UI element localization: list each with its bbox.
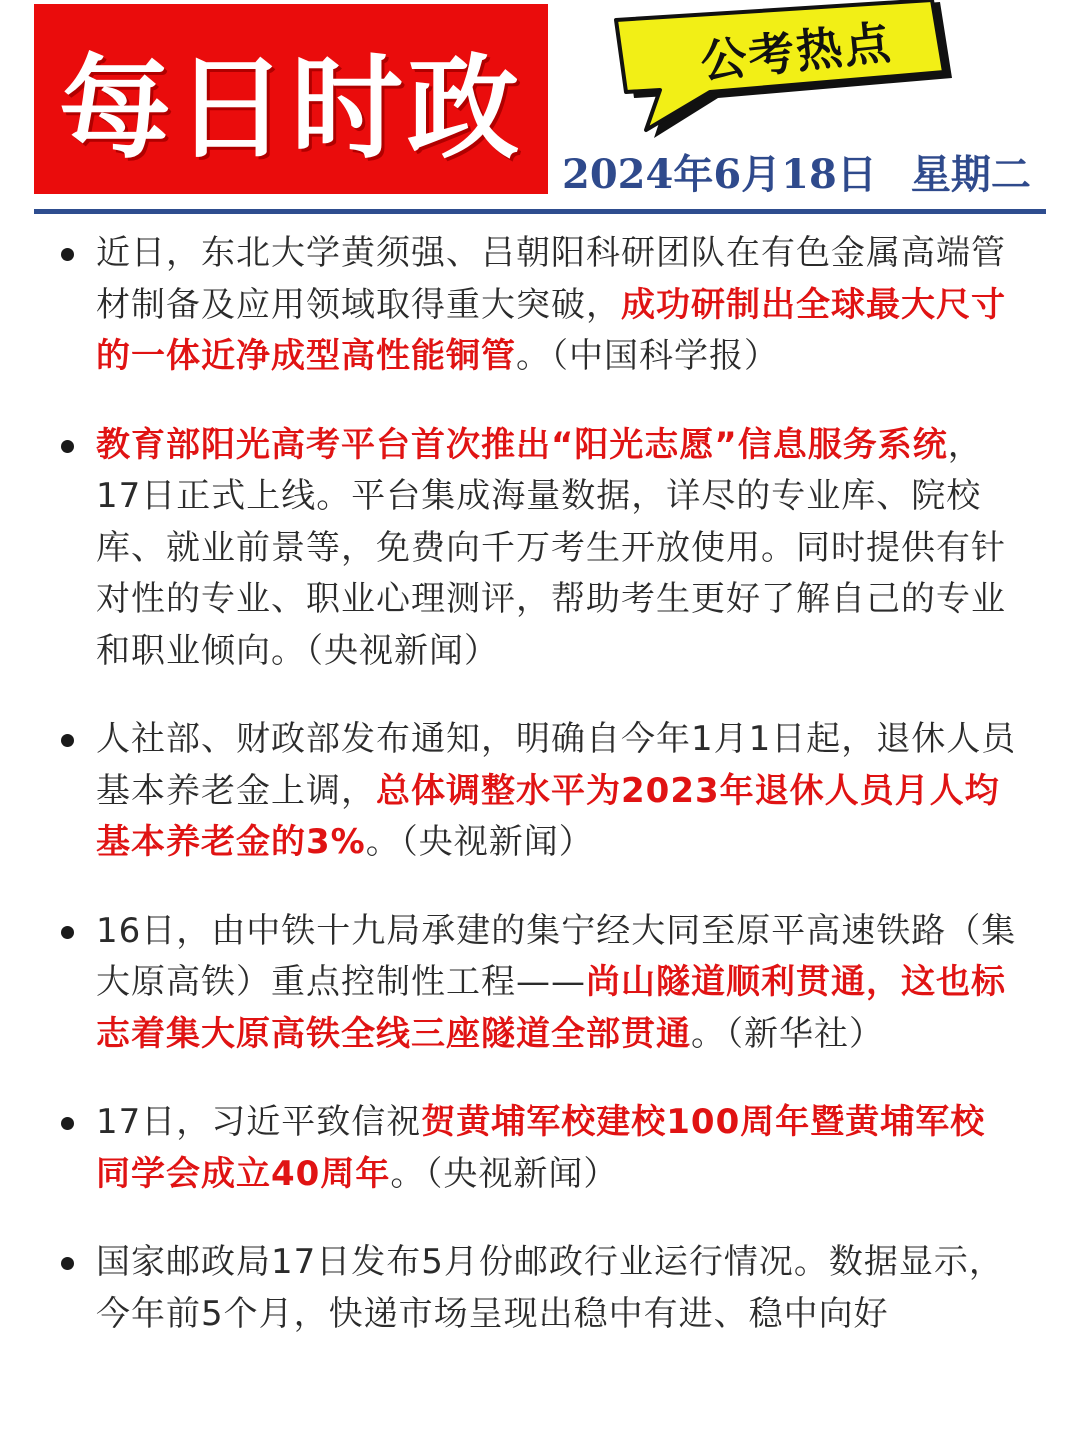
news-item — [0, 420, 1080, 678]
news-item — [0, 906, 1080, 1061]
bullet-icon — [61, 1257, 74, 1270]
bullet-icon — [61, 926, 74, 939]
bullet-icon — [61, 440, 74, 453]
news-text: 近日，东北大学黄须强、吕朝阳科研团队在有色金属高端管材制备及应用领域取得重大突破， — [96, 233, 1006, 325]
news-highlight: 成功研制出全球最大尺寸的一体近净成型高性能铜管 — [96, 284, 1006, 376]
bullet-icon — [61, 248, 74, 261]
page-title: 每日时政 — [59, 43, 523, 174]
bullet-icon — [61, 734, 74, 747]
news-source: 。（中国科学报） — [516, 336, 779, 376]
news-item — [0, 714, 1080, 869]
news-text: 人社部、财政部发布通知，明确自今年1月1日起，退休人员基本养老金上调， — [96, 719, 1017, 811]
date-text: 2024年6月18日 — [562, 150, 877, 198]
news-highlight: 总体调整水平为2023年退休人员月人均基本养老金的3% — [96, 770, 1000, 862]
weekday-text: 星期二 — [910, 150, 1031, 198]
title-banner — [34, 4, 548, 194]
news-text: 16日，由中铁十九局承建的集宁经大同至原平高速铁路（集大原高铁）重点控制性工程—— — [96, 910, 1017, 1002]
header — [0, 0, 1080, 215]
news-source: 。（央视新闻） — [365, 822, 594, 862]
news-source: 。（新华社） — [691, 1013, 884, 1054]
hot-topic-tag — [610, 0, 960, 140]
bullet-icon — [61, 1117, 74, 1130]
news-source: ，17日正式上线。平台集成海量数据，详尽的专业库、院校库、就业前景等，免费向千万考生开放使用。同时提供有针对性的专业、职业心理测评，帮助考生更好了解自己的专业和职业倾向。（央视新闻） — [96, 424, 1006, 671]
news-list — [0, 228, 1080, 1440]
news-text: 17日，习近平致信祝 — [96, 1102, 422, 1142]
tag-label: 公考热点 — [698, 15, 895, 89]
news-source: 。（央视新闻） — [390, 1153, 619, 1194]
news-item — [0, 228, 1080, 383]
news-highlight: 贺黄埔军校建校100周年暨黄埔军校同学会成立40周年 — [96, 1102, 986, 1194]
news-item — [0, 1237, 1080, 1340]
header-divider — [34, 209, 1046, 214]
news-item — [0, 1097, 1080, 1200]
news-highlight: 教育部阳光高考平台首次推出“阳光志愿”信息服务系统 — [96, 424, 948, 465]
date-line — [562, 145, 1042, 197]
news-text: 国家邮政局17日发布5月份邮政行业运行情况。数据显示，今年前5个月，快递市场呈现出稳中有进、稳中向好 — [96, 1242, 1004, 1334]
news-highlight: 尚山隧道顺利贯通，这也标志着集大原高铁全线三座隧道全部贯通 — [96, 962, 1006, 1054]
